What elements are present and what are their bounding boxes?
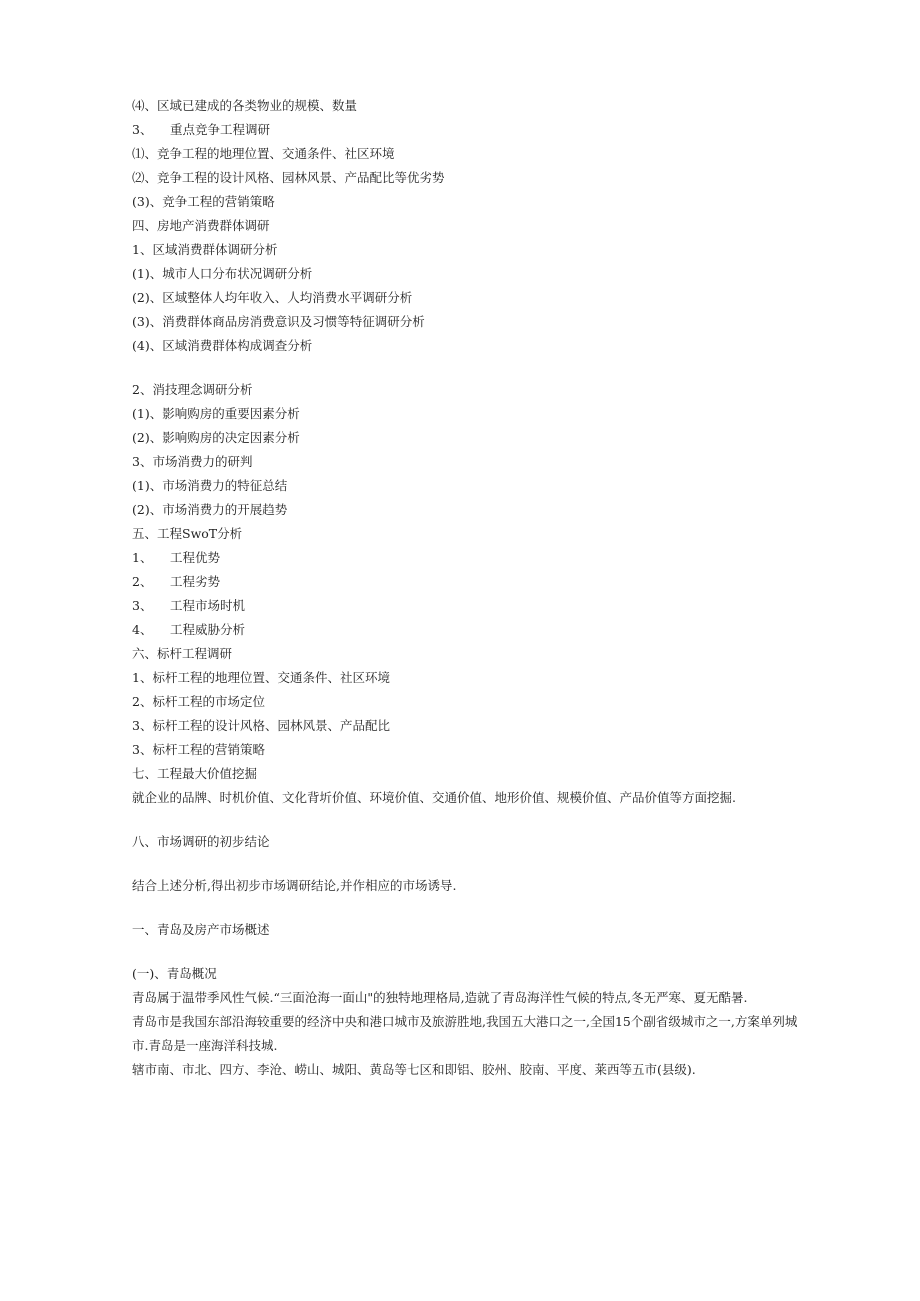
text-line: 2、标杆工程的市场定位 [132, 694, 265, 709]
text-line: ⑵、竞争工程的设计风格、园林风景、产品配比等优劣势 [132, 170, 445, 185]
item-text: 工程威胁分析 [170, 622, 246, 637]
text-line: (1)、城市人口分布状况调研分析 [132, 266, 313, 281]
text-line: 3、市场消费力的研判 [132, 454, 253, 469]
item-text: 工程优势 [170, 550, 221, 565]
section-heading: 五、工程SwoT分析 [132, 526, 243, 541]
text-line: ⑴、竞争工程的地理位置、交通条件、社区环境 [132, 146, 395, 161]
numbered-item [132, 546, 812, 570]
paragraph: 青岛属于温带季风性气候.“三面沧海一面山"的独特地理格局,造就了青岛海洋性气候的特点,冬无严寒、夏无酷暑. [132, 990, 748, 1005]
numbered-item [132, 618, 812, 642]
text-line: 3、标杆工程的营销策略 [132, 742, 265, 757]
section-heading: 一、青岛及房产市场概述 [132, 922, 270, 937]
item-number: 2、 [132, 574, 153, 589]
text-line: 1、区域消费群体调研分析 [132, 242, 278, 257]
item-number: 4、 [132, 622, 153, 637]
document-body [132, 94, 812, 1082]
section-heading: 四、房地产消费群体调研 [132, 218, 270, 233]
item-text: 工程市场时机 [170, 598, 246, 613]
spacer [132, 898, 812, 918]
text-line: (2)、市场消费力的开展趋势 [132, 502, 288, 517]
section-heading: 七、工程最大价值挖掘 [132, 766, 258, 781]
paragraph: 青岛市是我国东部沿海较重要的经济中央和港口城市及旅游胜地,我国五大港口之一,全国15个副省级城市之一,方案单列城市.青岛是一座海洋科技城. [132, 1014, 798, 1053]
text-line: (4)、区域消费群体构成调查分析 [132, 338, 313, 353]
section-heading: 八、市场调研的初步结论 [132, 834, 270, 849]
paragraph: 辖市南、市北、四方、李沧、崂山、城阳、黄岛等七区和即铝、胶州、胶南、平度、莱西等五市(县级). [132, 1062, 696, 1077]
paragraph: 就企业的品牌、时机价值、文化背圻价值、环境价值、交通价值、地形价值、规模价值、产品价值等方面挖掘. [132, 790, 736, 805]
item-number: 3、 [132, 122, 153, 137]
spacer [132, 358, 812, 378]
subsection-heading: (一)、青岛概况 [132, 966, 217, 981]
item-text: 重点竞争工程调研 [170, 122, 271, 137]
text-line: 1、标杆工程的地理位置、交通条件、社区环境 [132, 670, 390, 685]
text-line: (3)、消费群体商品房消费意识及习惯等特征调研分析 [132, 314, 425, 329]
spacer [132, 810, 812, 830]
text-line: 2、消技理念调研分析 [132, 382, 253, 397]
text-line: (2)、区域整体人均年收入、人均消费水平调研分析 [132, 290, 413, 305]
text-line: 3、标杆工程的设计风格、园林风景、产品配比 [132, 718, 390, 733]
section-heading: 六、标杆工程调研 [132, 646, 233, 661]
text-line: (1)、影响购房的重要因素分析 [132, 406, 300, 421]
item-number: 1、 [132, 550, 153, 565]
numbered-heading [132, 118, 812, 142]
text-line: (3)、竞争工程的营销策略 [132, 194, 275, 209]
text-line: ⑷、区域已建成的各类物业的规模、数量 [132, 98, 358, 113]
numbered-item [132, 594, 812, 618]
spacer [132, 942, 812, 962]
numbered-item [132, 570, 812, 594]
paragraph: 结合上述分析,得出初步市场调研结论,并作相应的市场诱导. [132, 878, 457, 893]
text-line: (2)、影响购房的决定因素分析 [132, 430, 300, 445]
text-line: (1)、市场消费力的特征总结 [132, 478, 288, 493]
item-number: 3、 [132, 598, 153, 613]
spacer [132, 854, 812, 874]
item-text: 工程劣势 [170, 574, 221, 589]
